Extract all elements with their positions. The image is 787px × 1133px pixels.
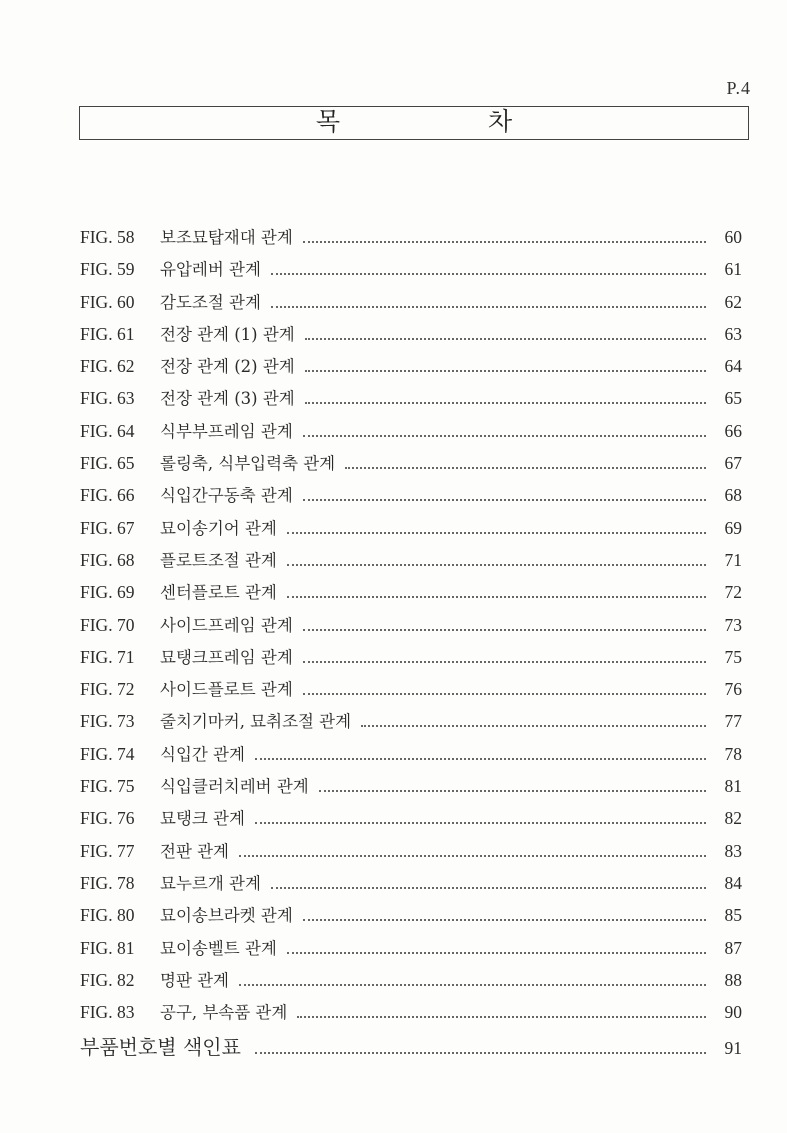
toc-fig-label: FIG. 80 (80, 905, 135, 926)
dot-leader (305, 370, 706, 372)
toc-entry (80, 676, 742, 708)
toc-entry (80, 999, 742, 1031)
toc-entry-title: 줄치기마커, 묘취조절 관계 (160, 712, 352, 732)
toc-entry-title: 롤링축, 식부입력축 관계 (160, 454, 336, 474)
toc-page-number: 85 (724, 905, 742, 926)
toc-fig-label: FIG. 81 (80, 937, 135, 958)
toc-entry-title: 전판 관계 (160, 841, 230, 861)
table-of-contents (80, 224, 742, 1064)
toc-page-number: 71 (724, 549, 742, 570)
toc-fig-label: FIG. 63 (80, 388, 135, 409)
toc-entry (80, 385, 742, 417)
dot-leader (287, 564, 706, 566)
toc-fig-label: FIG. 70 (80, 614, 135, 635)
toc-page-number: 83 (724, 840, 742, 861)
toc-fig-label: FIG. 78 (80, 872, 135, 893)
toc-entry (80, 805, 742, 837)
toc-page-number: 67 (724, 453, 742, 474)
toc-fig-label: FIG. 82 (80, 969, 135, 990)
dot-leader (287, 596, 706, 598)
dot-leader (303, 661, 706, 663)
dot-leader (303, 629, 706, 631)
dot-leader (303, 241, 706, 243)
toc-entry-title: 묘이송브라켓 관계 (160, 906, 293, 926)
toc-entry (80, 224, 742, 256)
toc-entry (80, 418, 742, 450)
dot-leader (361, 725, 706, 727)
toc-entry-title: 전장 관계 (3) 관계 (160, 389, 295, 409)
dot-leader (305, 402, 706, 404)
toc-entry (80, 547, 742, 579)
toc-entry-title: 식부부프레임 관계 (160, 421, 293, 441)
toc-entry-title: 식입간 관계 (160, 744, 245, 764)
toc-page-number: 78 (724, 743, 742, 764)
dot-leader (271, 273, 706, 275)
dot-leader (287, 952, 706, 954)
toc-fig-label: FIG. 59 (80, 259, 135, 280)
toc-fig-label: FIG. 67 (80, 517, 135, 538)
toc-page-number: 63 (724, 323, 742, 344)
toc-page-number: 66 (724, 420, 742, 441)
toc-entry-title: 사이드프레임 관계 (160, 615, 293, 635)
dot-leader (271, 306, 706, 308)
toc-entry (80, 644, 742, 676)
toc-fig-label: FIG. 62 (80, 356, 135, 377)
dot-leader (303, 499, 706, 501)
toc-fig-label: FIG. 83 (80, 1002, 135, 1023)
dot-leader (305, 338, 706, 340)
toc-page-number: 68 (724, 485, 742, 506)
dot-leader (287, 532, 706, 534)
page-title: 목 차 (315, 107, 583, 136)
title-box (79, 106, 749, 140)
toc-entry-title: 부품번호별 색인표 (80, 1035, 241, 1060)
dot-leader (303, 693, 706, 695)
toc-entry (80, 579, 742, 611)
toc-entry-title: 식입클러치레버 관계 (160, 777, 309, 797)
toc-entry-title: 사이드플로트 관계 (160, 680, 293, 700)
toc-fig-label: FIG. 71 (80, 646, 135, 667)
toc-page-number: 90 (724, 1002, 742, 1023)
dot-leader (255, 758, 706, 760)
toc-entry (80, 353, 742, 385)
toc-entry-title: 묘누르개 관계 (160, 873, 261, 893)
toc-entry (80, 741, 742, 773)
toc-page-number: 88 (724, 969, 742, 990)
dot-leader (271, 887, 706, 889)
toc-entry-title: 명판 관계 (160, 970, 230, 990)
toc-entry-title: 전장 관계 (2) 관계 (160, 357, 295, 377)
toc-entry (80, 708, 742, 740)
dot-leader (319, 790, 706, 792)
toc-entry-title: 감도조절 관계 (160, 292, 261, 312)
page-number: P.4 (726, 78, 751, 98)
toc-fig-label: FIG. 61 (80, 323, 135, 344)
toc-entry (80, 612, 742, 644)
toc-page-number: 72 (724, 582, 742, 603)
toc-page-number: 73 (724, 614, 742, 635)
toc-page-number: 76 (724, 679, 742, 700)
toc-entry (80, 515, 742, 547)
toc-entry (80, 256, 742, 288)
toc-entry (80, 482, 742, 514)
toc-entry-title: 센터플로트 관계 (160, 583, 277, 603)
toc-page-number: 60 (724, 227, 742, 247)
dot-leader (239, 855, 706, 857)
toc-entry-title: 유압레버 관계 (160, 260, 261, 280)
toc-page-number: 87 (724, 937, 742, 958)
toc-page-number: 84 (724, 872, 742, 893)
toc-page-number: 61 (724, 259, 742, 280)
toc-fig-label: FIG. 75 (80, 776, 135, 797)
dot-leader (345, 467, 706, 469)
toc-entry (80, 935, 742, 967)
toc-fig-label: FIG. 65 (80, 453, 135, 474)
toc-entry (80, 902, 742, 934)
toc-fig-label: FIG. 64 (80, 420, 135, 441)
toc-entry (80, 289, 742, 321)
toc-entry (80, 1031, 742, 1063)
toc-page-number: 77 (724, 711, 742, 732)
toc-entry (80, 838, 742, 870)
toc-fig-label: FIG. 69 (80, 582, 135, 603)
toc-page-number: 82 (724, 808, 742, 829)
toc-entry (80, 870, 742, 902)
toc-entry-title: 보조묘탑재대 관계 (160, 228, 293, 247)
toc-page-number: 75 (724, 646, 742, 667)
dot-leader (297, 1016, 706, 1018)
toc-page-number: 69 (724, 517, 742, 538)
toc-page-number: 81 (724, 776, 742, 797)
toc-page-number: 65 (724, 388, 742, 409)
toc-page-number: 62 (724, 291, 742, 312)
toc-fig-label: FIG. 77 (80, 840, 135, 861)
toc-entry (80, 773, 742, 805)
dot-leader (255, 1052, 706, 1054)
toc-entry (80, 967, 742, 999)
toc-fig-label: FIG. 68 (80, 549, 135, 570)
dot-leader (303, 919, 706, 921)
toc-entry-title: 식입간구동축 관계 (160, 486, 293, 506)
toc-entry-title: 공구, 부속품 관계 (160, 1003, 288, 1023)
toc-page-number: 91 (724, 1038, 742, 1059)
toc-entry (80, 450, 742, 482)
toc-fig-label: FIG. 73 (80, 711, 135, 732)
toc-page-number: 64 (724, 356, 742, 377)
toc-entry-title: 플로트조절 관계 (160, 550, 277, 570)
toc-fig-label: FIG. 74 (80, 743, 135, 764)
toc-fig-label: FIG. 76 (80, 808, 135, 829)
toc-entry-title: 묘이송벨트 관계 (160, 938, 277, 958)
toc-fig-label: FIG. 72 (80, 679, 135, 700)
toc-fig-label: FIG. 60 (80, 291, 135, 312)
toc-entry-title: 전장 관계 (1) 관계 (160, 324, 295, 344)
dot-leader (255, 822, 706, 824)
toc-entry-title: 묘탱크프레임 관계 (160, 647, 293, 667)
toc-fig-label: FIG. 66 (80, 485, 135, 506)
toc-entry-title: 묘이송기어 관계 (160, 518, 277, 538)
dot-leader (239, 984, 706, 986)
toc-entry (80, 321, 742, 353)
toc-fig-label: FIG. 58 (80, 227, 135, 247)
toc-entry-title: 묘탱크 관계 (160, 809, 245, 829)
dot-leader (303, 435, 706, 437)
